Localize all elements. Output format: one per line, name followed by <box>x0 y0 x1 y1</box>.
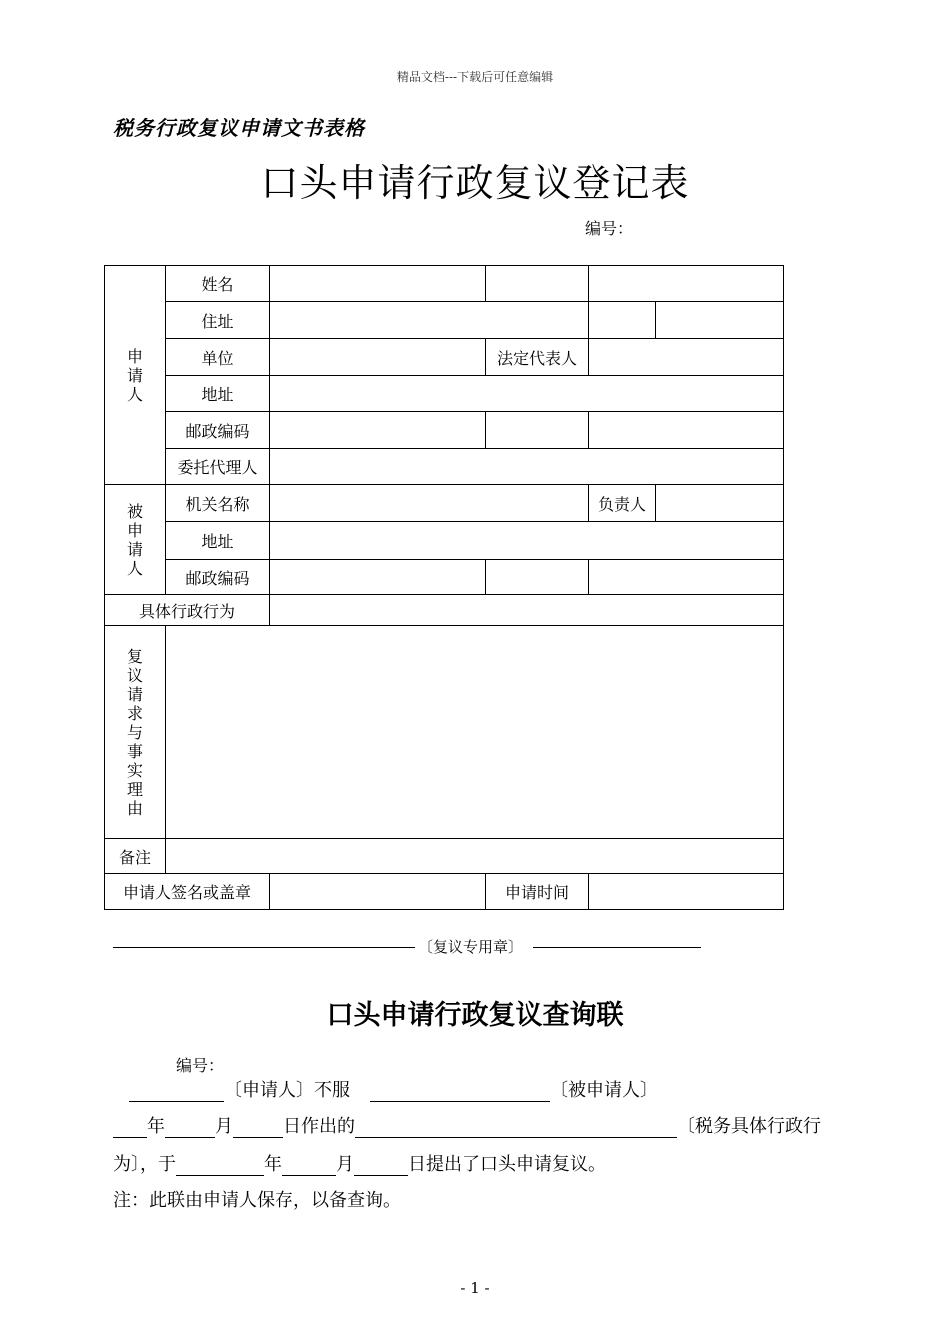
blank-cell[interactable] <box>486 560 589 595</box>
name-field[interactable] <box>270 266 486 302</box>
respondent-postcode-field[interactable] <box>270 560 486 595</box>
signature-field[interactable] <box>270 874 486 910</box>
respondent-address-label: 地址 <box>166 522 270 560</box>
act-text-part2: 为〕，于 <box>113 1154 176 1175</box>
month-blank[interactable] <box>165 1119 215 1138</box>
remarks-label: 备注 <box>105 839 166 874</box>
act-text-part1: 〔税务具体行政行 <box>677 1116 821 1137</box>
filed-year-blank[interactable] <box>176 1157 264 1176</box>
address-label: 地址 <box>166 376 270 412</box>
query-section-title: 口头申请行政复议查询联 <box>326 1000 624 1031</box>
applicant-blank[interactable] <box>129 1083 224 1102</box>
page-number: - 1 - <box>460 1279 490 1297</box>
blank-cell[interactable] <box>656 302 784 339</box>
filed-day-blank[interactable] <box>354 1157 408 1176</box>
day-blank[interactable] <box>233 1119 283 1138</box>
agency-name-label: 机关名称 <box>166 485 270 522</box>
agent-label: 委托代理人 <box>166 449 270 485</box>
request-facts-label: 复议请求与事实理由 <box>105 626 166 839</box>
postcode-field[interactable] <box>270 412 486 449</box>
person-in-charge-field[interactable] <box>656 485 784 522</box>
header-note: 精品文档---下载后可任意编辑 <box>396 70 554 84</box>
blank-cell[interactable] <box>589 412 784 449</box>
employer-field[interactable] <box>270 339 486 376</box>
query-serial-label: 编号： <box>176 1056 225 1075</box>
agency-name-field[interactable] <box>270 485 589 522</box>
blank-cell[interactable] <box>589 560 784 595</box>
agent-field[interactable] <box>270 449 784 485</box>
divider-line <box>113 947 415 948</box>
query-line-2 <box>113 1112 821 1136</box>
applicant-group-label: 申请人 <box>105 266 166 485</box>
employer-label: 单位 <box>166 339 270 376</box>
filed-day-text: 日提出了口头申请复议。 <box>408 1154 606 1175</box>
respondent-group-label: 被申请人 <box>105 485 166 595</box>
filed-month-blank[interactable] <box>282 1157 336 1176</box>
signature-label: 申请人签名或盖章 <box>105 874 270 910</box>
query-line-3 <box>113 1150 606 1174</box>
respondent-postcode-label: 邮政编码 <box>166 560 270 595</box>
year-text: 年 <box>147 1116 165 1137</box>
query-line-1 <box>113 1076 658 1100</box>
blank-cell[interactable] <box>589 302 656 339</box>
remarks-field[interactable] <box>166 839 784 874</box>
residence-label: 住址 <box>166 302 270 339</box>
address-field[interactable] <box>270 376 784 412</box>
specific-act-label: 具体行政行为 <box>105 595 270 626</box>
document-subtitle: 税务行政复议申请文书表格 <box>113 116 365 140</box>
respondent-address-field[interactable] <box>270 522 784 560</box>
divider-line <box>533 947 701 948</box>
year-blank[interactable] <box>113 1119 147 1138</box>
stamp-divider <box>113 936 701 956</box>
residence-field[interactable] <box>270 302 589 339</box>
specific-act-field[interactable] <box>270 595 784 626</box>
blank-cell[interactable] <box>589 266 784 302</box>
filed-month-text: 月 <box>336 1154 354 1175</box>
query-note: 注：此联由申请人保存，以备查询。 <box>113 1190 401 1211</box>
applicant-text: 〔申请人〕不服 <box>224 1080 350 1101</box>
filed-year-text: 年 <box>264 1154 282 1175</box>
legal-representative-label: 法定代表人 <box>486 339 589 376</box>
registration-form-table <box>104 265 784 910</box>
respondent-blank[interactable] <box>370 1083 550 1102</box>
act-blank[interactable] <box>355 1119 677 1138</box>
page-title: 口头申请行政复议登记表 <box>260 161 690 205</box>
name-label: 姓名 <box>166 266 270 302</box>
person-in-charge-label: 负责人 <box>589 485 656 522</box>
request-facts-field[interactable] <box>166 626 784 839</box>
month-text: 月 <box>215 1116 233 1137</box>
stamp-label: 〔复议专用章〕 <box>418 938 524 956</box>
legal-representative-field[interactable] <box>589 339 784 376</box>
respondent-text: 〔被申请人〕 <box>550 1080 658 1101</box>
postcode-label: 邮政编码 <box>166 412 270 449</box>
serial-number-label: 编号： <box>585 219 634 238</box>
blank-cell[interactable] <box>486 412 589 449</box>
apply-time-field[interactable] <box>589 874 784 910</box>
apply-time-label: 申请时间 <box>486 874 589 910</box>
day-made-text: 日作出的 <box>283 1116 355 1137</box>
blank-cell[interactable] <box>486 266 589 302</box>
